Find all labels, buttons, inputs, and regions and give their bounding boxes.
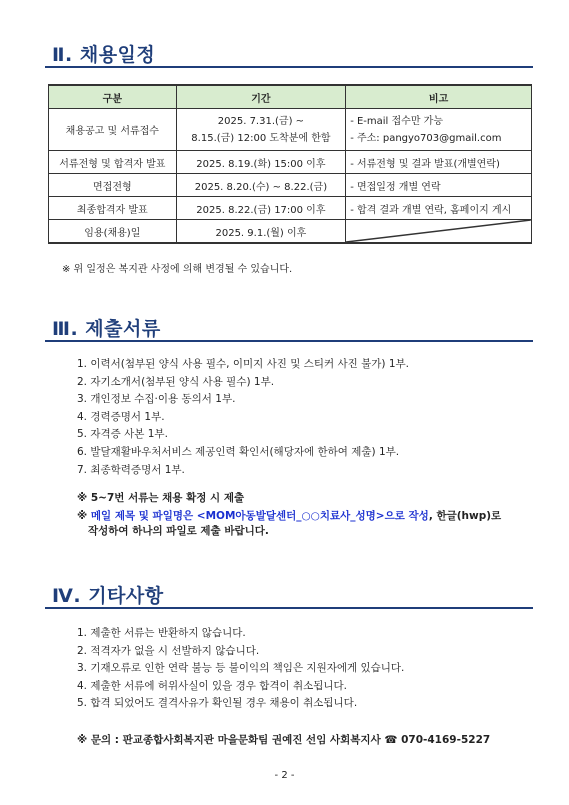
row-category: 채용공고 및 서류접수 (49, 109, 177, 151)
row-note (346, 109, 532, 151)
note-line: - 주소: pangyo703@gmail.com (350, 132, 502, 144)
section-divider (45, 66, 533, 68)
table-row (49, 220, 532, 244)
notice-email-line2: 작성하여 하나의 파일로 제출 바랍니다. (88, 525, 269, 537)
table-row (49, 109, 532, 151)
table-row (49, 174, 532, 197)
row-category: 서류전형 및 합격자 발표 (49, 151, 177, 174)
header-note: 비고 (346, 85, 532, 109)
schedule-footnote: ※ 위 일정은 복지관 사정에 의해 변경될 수 있습니다. (62, 264, 293, 275)
row-period: 2025. 8.20.(수) ~ 8.22.(금) (176, 174, 346, 197)
notice-email-highlight: 메일 제목 및 파일명은 <MOM아동발달센터_○○치료사_성명>으로 작성 (90, 510, 429, 522)
note-line: - E-mail 접수만 가능 (350, 115, 443, 127)
table-row (49, 151, 532, 174)
row-period: 2025. 9.1.(월) 이후 (176, 220, 346, 244)
row-period: 2025. 8.19.(화) 15:00 이후 (176, 151, 346, 174)
page-number: - 2 - (274, 770, 295, 781)
contact-info: ※ 문의 : 판교종합사회복지관 마을문화팀 권예진 선임 사회복지사 ☎ 070-4169-5227 (77, 734, 491, 746)
header-period: 기간 (176, 85, 346, 109)
section-title-misc: Ⅳ. 기타사항 (52, 585, 164, 607)
misc-list (77, 625, 404, 713)
row-note: - 면접일정 개별 연락 (346, 174, 532, 197)
table-header-row (49, 85, 532, 109)
notice-prefix: ※ (77, 510, 91, 522)
list-item: 5. 합격 되었어도 결격사유가 확인될 경우 채용이 취소됩니다. (77, 697, 358, 710)
list-item: 4. 경력증명서 1부. (77, 410, 165, 423)
row-period (176, 109, 346, 151)
list-item: 2. 적격자가 없을 시 선발하지 않습니다. (77, 644, 260, 657)
diagonal-line (346, 220, 531, 242)
notice-email (77, 509, 527, 539)
row-note: - 서류전형 및 결과 발표(개별연락) (346, 151, 532, 174)
schedule-table (48, 84, 532, 244)
list-item: 4. 제출한 서류에 허위사실이 있을 경우 합격이 취소됩니다. (77, 679, 348, 692)
section-title-schedule: Ⅱ. 채용일정 (52, 44, 156, 66)
row-category: 면접전형 (49, 174, 177, 197)
documents-list (77, 356, 409, 479)
row-period: 2025. 8.22.(금) 17:00 이후 (176, 197, 346, 220)
list-item: 5. 자격증 사본 1부. (77, 428, 168, 441)
section-divider (45, 607, 533, 609)
notice-email-rest: , 한글(hwp)로 (428, 510, 502, 522)
list-item: 3. 개인정보 수집·이용 동의서 1부. (77, 393, 236, 406)
notice-submission: ※ 5~7번 서류는 채용 확정 시 제출 (77, 492, 245, 504)
list-item: 1. 이력서(첨부된 양식 사용 필수, 이미지 사진 및 스티커 사진 불가) 1부. (77, 358, 409, 370)
section-title-documents: Ⅲ. 제출서류 (52, 318, 161, 340)
list-item: 1. 제출한 서류는 반환하지 않습니다. (77, 627, 246, 639)
section-divider (45, 340, 533, 342)
row-note: - 합격 결과 개별 연락, 홈페이지 게시 (346, 197, 532, 220)
list-item: 6. 발달재활바우처서비스 제공인력 확인서(해당자에 한하여 제출) 1부. (77, 445, 400, 458)
header-category: 구분 (49, 85, 177, 109)
row-category: 임용(채용)일 (49, 220, 177, 244)
row-category: 최종합격자 발표 (49, 197, 177, 220)
period-line: 8.15.(금) 12:00 도착분에 한함 (191, 132, 331, 144)
table-row (49, 197, 532, 220)
list-item: 7. 최종학력증명서 1부. (77, 463, 185, 476)
period-line: 2025. 7.31.(금) ~ (217, 115, 305, 127)
row-note-empty (346, 220, 532, 244)
list-item: 3. 기재오류로 인한 연락 불능 등 불이익의 책임은 지원자에게 있습니다. (77, 662, 405, 675)
list-item: 2. 자기소개서(첨부된 양식 사용 필수) 1부. (77, 375, 275, 388)
